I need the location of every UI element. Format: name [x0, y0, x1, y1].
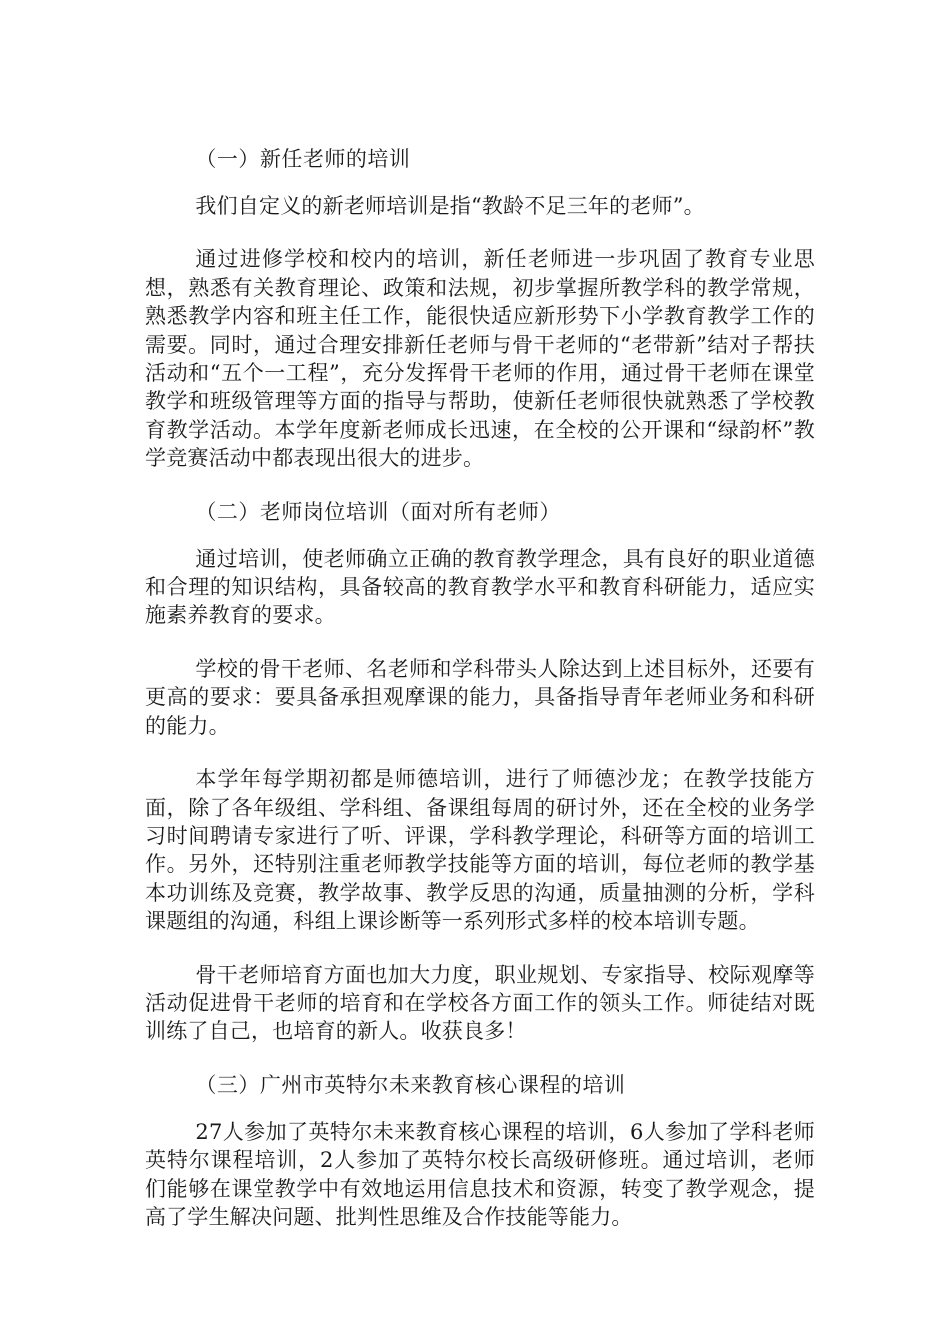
section-heading-1: （一）新任老师的培训 [195, 147, 411, 171]
paragraph-training-goals: 通过培训，使老师确立正确的教育教学理念，具有良好的职业道德和合理的知识结构，具备较高的教育教学水平和教育科研能力，适应实施素养教育的要求。 [145, 546, 815, 628]
paragraph-backbone-cultivation: 骨干老师培育方面也加大力度，职业规划、专家指导、校际观摩等活动促进骨干老师的培育和在学校各方面工作的领头工作。师徒结对既训练了自己，也培育的新人。收获良多！ [145, 962, 815, 1044]
paragraph-new-teacher-training: 通过进修学校和校内的培训，新任老师进一步巩固了教育专业思想，熟悉有关教育理论、政策和法规，初步掌握所教学科的教学常规，熟悉教学内容和班主任工作，能很快适应新形势下小学教育教学工作的需要。同时，通过合理安排新任老师与骨干老师的“老带新”结对子帮扶活动和“五个一工程”，充分发挥骨干老师的作用，通过骨干老师在课堂教学和班级管理等方面的指导与帮助，使新任老师很快就熟悉了学校教育教学活动。本学年度新老师成长迅速，在全校的公开课和“绿韵杯”教学竞赛活动中都表现出很大的进步。 [145, 247, 815, 471]
paragraph-ethics-and-skills: 本学年每学期初都是师德培训，进行了师德沙龙；在教学技能方面，除了各年级组、学科组、备课组每周的研讨外，还在全校的业务学习时间聘请专家进行了听、评课，学科教学理论，科研等方面的培训工作。另外，还特别注重老师教学技能等方面的培训，每位老师的教学基本功训练及竞赛，教学故事、教学反思的沟通，质量抽测的分析，学科课题组的沟通，科组上课诊断等一系列形式多样的校本培训专题。 [145, 767, 815, 934]
document-page [145, 145, 815, 1231]
paragraph-backbone-requirements: 学校的骨干老师、名老师和学科带头人除达到上述目标外，还要有更高的要求：要具备承担观摩课的能力，具备指导青年老师业务和科研的能力。 [145, 656, 815, 738]
section-heading-3: （三）广州市英特尔未来教育核心课程的培训 [195, 1072, 626, 1097]
paragraph-definition: 我们自定义的新老师培训是指“教龄不足三年的老师”。 [195, 194, 705, 218]
section-heading-2: （二）老师岗位培训（面对所有老师） [195, 499, 561, 524]
paragraph-intel-training: 27人参加了英特尔未来教育核心课程的培训，6人参加了学科老师英特尔课程培训，2人参加了英特尔校长高级研修班。通过培训，老师们能够在课堂教学中有效地运用信息技术和资源，转变了教学观念，提高了学生解决问题、批判性思维及合作技能等能力。 [145, 1119, 815, 1229]
